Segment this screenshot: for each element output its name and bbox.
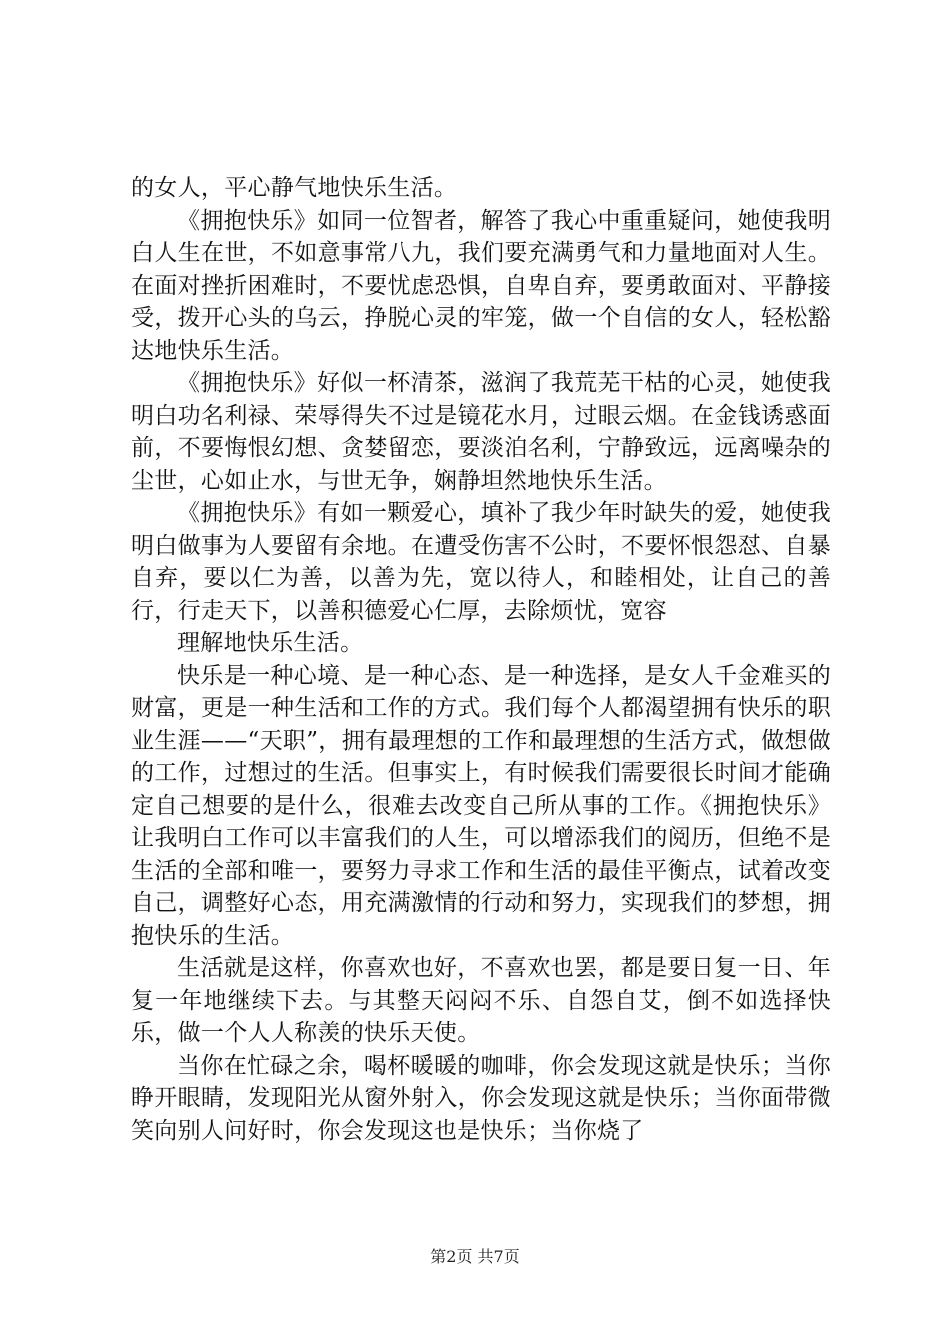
paragraph: 生活就是这样，你喜欢也好，不喜欢也罢，都是要日复一日、年复一年地继续下去。与其整天闷闷不乐、自怨自艾，倒不如选择快乐，做一个人人称羡的快乐天使。 (131, 955, 831, 1046)
page-number-footer: 第2页 共7页 (430, 1247, 520, 1266)
paragraph: 当你在忙碌之余，喝杯暖暖的咖啡，你会发现这就是快乐；当你睁开眼睛，发现阳光从窗外射入，你会发现这就是快乐；当你面带微笑向别人问好时，你会发现这也是快乐；当你烧了 (131, 1052, 831, 1144)
paragraph: 《拥抱快乐》好似一杯清茶，滋润了我荒芜干枯的心灵，她使我明白功名利禄、荣辱得失不过是镜花水月，过眼云烟。在金钱诱惑面前，不要悔恨幻想、贪婪留恋，要淡泊名利，宁静致远，远离噪杂的尘世，心如止水，与世无争，娴静坦然地快乐生活。 (131, 370, 831, 494)
paragraph: 快乐是一种心境、是一种心态、是一种选择，是女人千金难买的财富，更是一种生活和工作的方式。我们每个人都渴望拥有快乐的职业生涯——“天职”，拥有最理想的工作和最理想的生活方式，做想做的工作，过想过的生活。但事实上，有时候我们需要很长时间才能确定自己想要的是什么，很难去改变自己所从事的工作。《拥抱快乐》让我明白工作可以丰富我们的人生，可以增添我们的阅历，但绝不是生活的全部和唯一，要努力寻求工作和生活的最佳平衡点，试着改变自己，调整好心态，用充满激情的行动和努力，实现我们的梦想，拥抱快乐的生活。 (131, 662, 831, 949)
paragraph: 《拥抱快乐》如同一位智者，解答了我心中重重疑问，她使我明白人生在世，不如意事常八九，我们要充满勇气和力量地面对人生。在面对挫折困难时，不要忧虑恐惧，自卑自弃，要勇敢面对、平静接受，拨开心头的乌云，挣脱心灵的牢笼，做一个自信的女人，轻松豁达地快乐生活。 (131, 207, 831, 364)
document-body (131, 172, 831, 1147)
paragraph: 理解地快乐生活。 (177, 630, 364, 656)
paragraph: 《拥抱快乐》有如一颗爱心，填补了我少年时缺失的爱，她使我明白做事为人要留有余地。在遭受伤害不公时，不要怀恨怨怼、自暴自弃，要以仁为善，以善为先，宽以待人，和睦相处，让自己的善行，行走天下，以善积德爱心仁厚，去除烦忧，宽容 (131, 500, 831, 624)
paragraph-continuation: 的女人，平心静气地快乐生活。 (131, 175, 458, 201)
